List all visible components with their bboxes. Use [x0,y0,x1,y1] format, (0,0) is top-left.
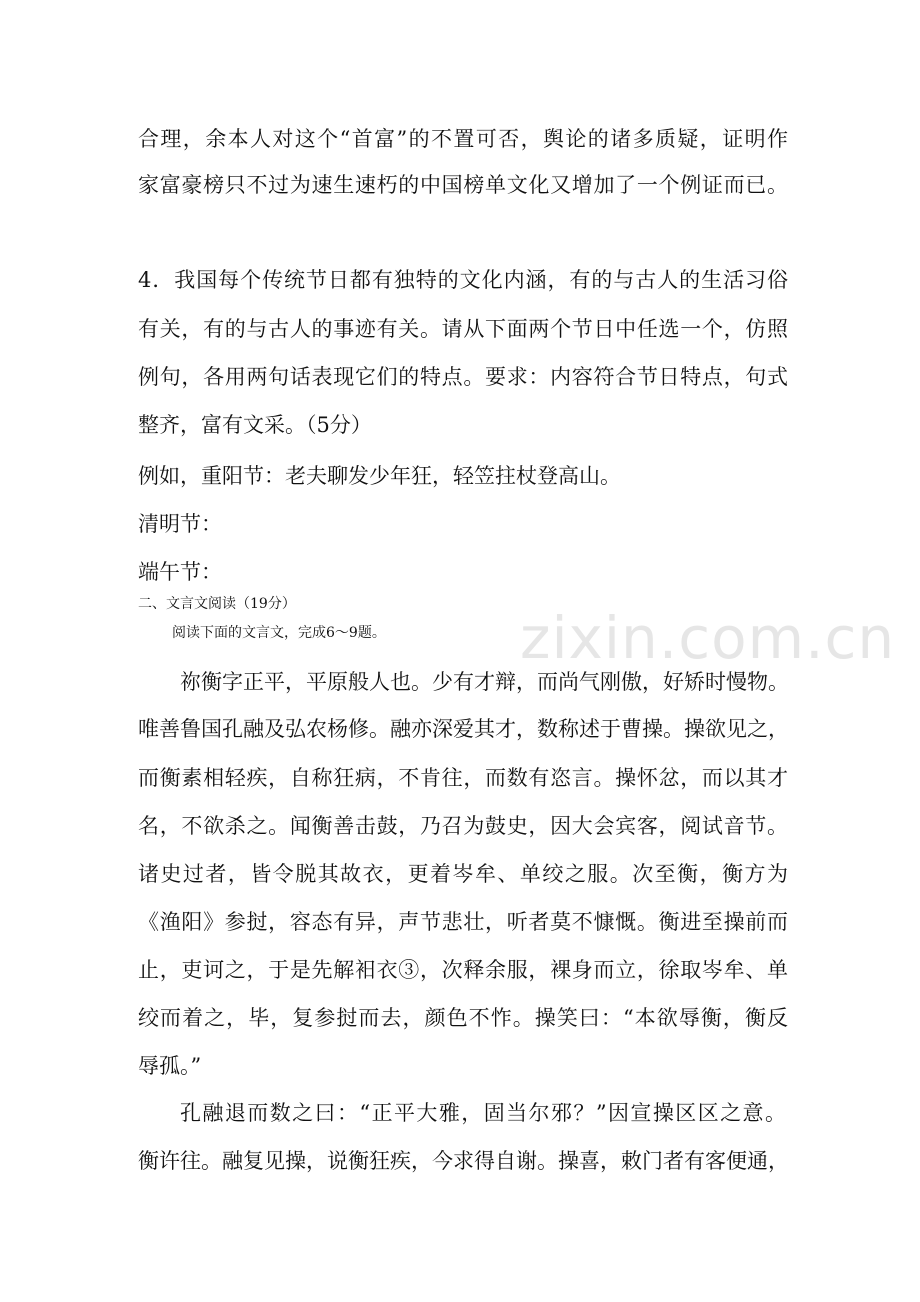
answer-label-duanwu: 端午节： [138,560,222,584]
section-title: 二、文言文阅读（19分） [138,596,296,612]
passage-line: 孔融退而数之曰：“正平大雅，固当尔邪？”因宣操区区之意。 [180,1101,786,1125]
question-line: 4．我国每个传统节日都有独特的文化内涵，有的与古人的生活习俗 [138,268,788,292]
passage-line: 祢衡字正平，平原般人也。少有才辩，而尚气刚傲，好矫时慢物。 [180,670,789,694]
paragraph-line: 家富豪榜只不过为速生速朽的中国榜单文化又增加了一个例证而已。 [138,173,788,197]
passage-line: 《渔阳》参挝，容态有异，声节悲壮，听者莫不慷慨。衡进至操前而 [138,910,788,934]
section-instruction: 阅读下面的文言文，完成6～9题。 [172,625,386,641]
passage-line: 而衡素相轻疾，自称狂病，不肯往，而数有恣言。操怀忿，而以其才 [138,766,788,790]
passage-line: 诸史过者，皆令脱其故衣，更着岑牟、单绞之服。次至衡，衡方为 [138,862,788,886]
passage-line: 绞而着之，毕，复参挝而去，颜色不怍。操笑曰：“本欲辱衡，衡反 [138,1006,788,1030]
passage-line: 衡许往。融复见操，说衡狂疾，今求得自谢。操喜，敕门者有客便通， [138,1149,789,1173]
passage-line: 止，吏诃之，于是先解衵衣③，次释余服，裸身而立，徐取岑牟、单 [138,958,788,982]
question-line: 有关，有的与古人的事迹有关。请从下面两个节日中任选一个，仿照 [138,317,788,341]
answer-label-qingming: 清明节： [138,512,222,536]
paragraph-line: 合理，余本人对这个“首富”的不置可否，舆论的诸多质疑，证明作 [138,127,788,151]
watermark: zixin.com.cn [520,604,896,672]
passage-line: 唯善鲁国孔融及弘农杨修。融亦深爱其才，数称述于曹操。操欲见之， [138,717,789,741]
passage-line: 名，不欲杀之。闻衡善击鼓，乃召为鼓史，因大会宾客，阅试音节。 [138,814,788,838]
question-line: 整齐，富有文采。（5分） [138,413,372,437]
question-line: 例句，各用两句话表现它们的特点。要求：内容符合节日特点，句式 [138,365,788,389]
example-line: 例如，重阳节：老夫聊发少年狂，轻笠拄杖登高山。 [138,464,621,488]
passage-line: 辱孤。” [138,1054,202,1078]
